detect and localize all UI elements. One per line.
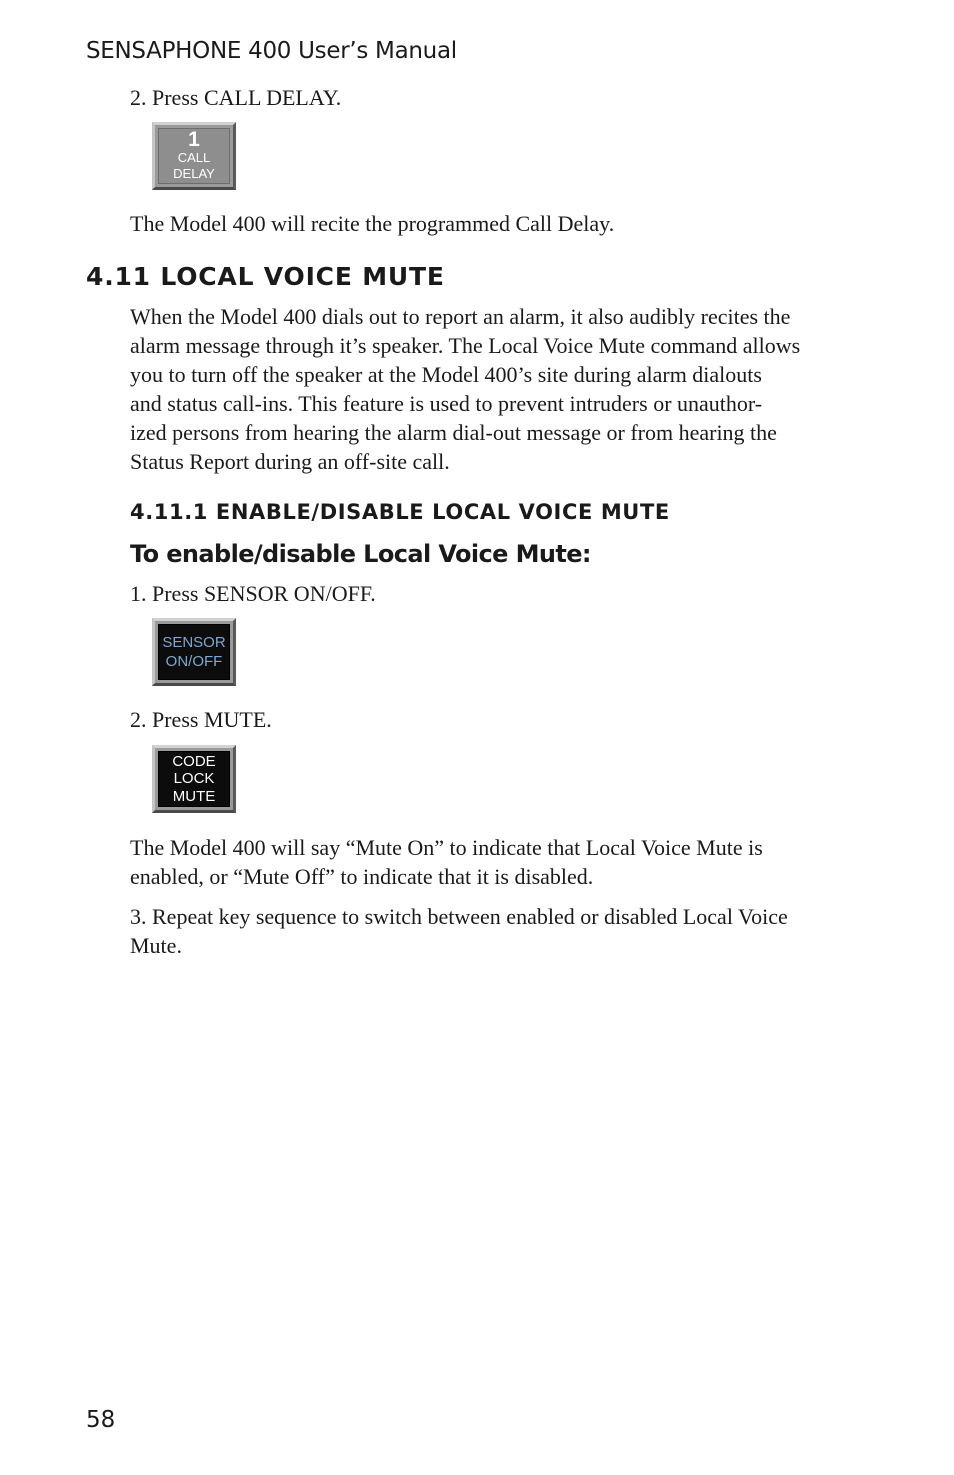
paragraph-line: The Model 400 will say “Mute On” to indicate that Local Voice Mute is bbox=[130, 835, 763, 860]
call-delay-result-text: The Model 400 will recite the programmed Call Delay. bbox=[130, 211, 615, 236]
step-repeat-paragraph bbox=[130, 902, 890, 960]
procedure-heading: To enable/disable Local Voice Mute: bbox=[130, 540, 591, 568]
paragraph-line: Status Report during an off-site call. bbox=[130, 449, 450, 474]
key-label-line: ON/OFF bbox=[165, 653, 223, 670]
subsection-heading: 4.11.1 ENABLE/DISABLE LOCAL VOICE MUTE bbox=[130, 500, 670, 524]
mute-result-paragraph bbox=[130, 833, 890, 891]
key-label-line: DELAY bbox=[173, 166, 215, 181]
paragraph-line: and status call-ins. This feature is used to prevent intruders or unauthor- bbox=[130, 391, 763, 416]
key-label-line: SENSOR bbox=[162, 634, 226, 651]
key-label-line: LOCK bbox=[173, 770, 215, 788]
key-label-line: MUTE bbox=[172, 787, 216, 805]
paragraph-line: Mute. bbox=[130, 933, 182, 958]
step-press-sensor-onoff: 1. Press SENSOR ON/OFF. bbox=[130, 581, 376, 606]
sensor-onoff-key-image bbox=[152, 618, 236, 686]
step-press-call-delay: 2. Press CALL DELAY. bbox=[130, 85, 342, 110]
paragraph-line: you to turn off the speaker at the Model 400’s site during alarm dialouts bbox=[130, 362, 762, 387]
paragraph-line: alarm message through it’s speaker. The Local Voice Mute command allows bbox=[130, 333, 801, 358]
running-header: SENSAPHONE 400 User’s Manual bbox=[86, 38, 457, 64]
key-number: 1 bbox=[188, 128, 200, 151]
key-label-line: CODE bbox=[172, 752, 216, 770]
paragraph-line: enabled, or “Mute Off” to indicate that it is disabled. bbox=[130, 864, 594, 889]
paragraph-line: 3. Repeat key sequence to switch between enabled or disabled Local Voice bbox=[130, 904, 788, 929]
key-label-line: CALL bbox=[177, 150, 211, 165]
paragraph-line: ized persons from hearing the alarm dial-out message or from hearing the bbox=[130, 420, 777, 445]
section-heading: 4.11 LOCAL VOICE MUTE bbox=[86, 262, 445, 291]
section-paragraph bbox=[130, 302, 890, 476]
step-press-mute: 2. Press MUTE. bbox=[130, 707, 272, 732]
paragraph-line: When the Model 400 dials out to report an alarm, it also audibly recites the bbox=[130, 304, 791, 329]
call-delay-key-image bbox=[152, 122, 236, 190]
mute-key-image bbox=[152, 745, 236, 813]
page-number: 58 bbox=[86, 1407, 116, 1433]
